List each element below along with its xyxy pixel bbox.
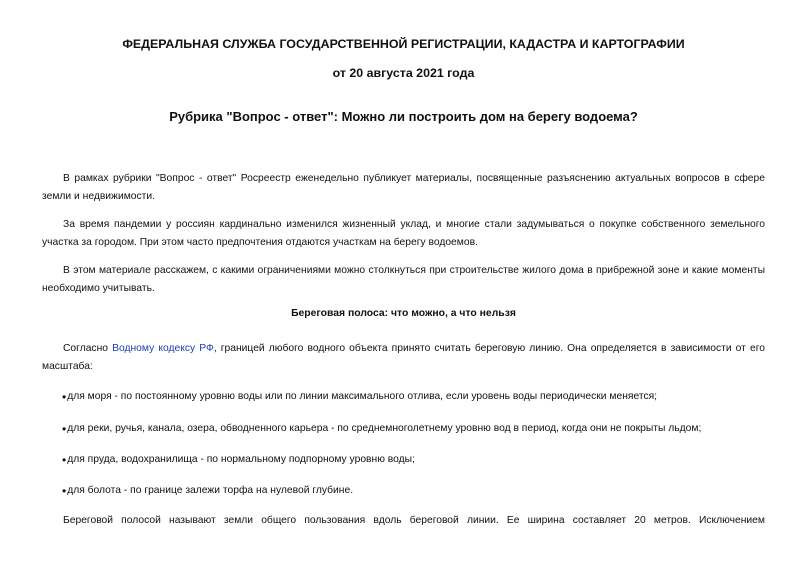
paragraph-text-before-link: Согласно [63, 343, 113, 354]
list-item [62, 386, 762, 406]
list-item-text: для пруда, водохранилища - по нормальному подпорному уровню воды; [67, 454, 415, 465]
paragraph-shore-strip: Береговой полосой называют земли общего пользования вдоль береговой линии. Ее ширина составляет 20 метров. Исключением [63, 515, 765, 526]
bullet-icon: • [62, 484, 67, 498]
list-item [62, 449, 762, 469]
paragraph-intro: В рамках рубрики "Вопрос - ответ" Росреестр еженедельно публикует материалы, посвященные разъяснению актуальных вопросов в сфере земли и недвижимости. [42, 173, 765, 202]
date-heading: от 20 августа 2021 года [332, 66, 475, 80]
list-item-text: для реки, ручья, канала, озера, обводненного карьера - по среднемноголетнему уровню вод в период, когда они не покрыты льдом; [67, 423, 702, 434]
water-code-link[interactable]: Водному кодексу РФ [112, 343, 214, 354]
paragraph-water-code [42, 340, 765, 376]
agency-heading: ФЕДЕРАЛЬНАЯ СЛУЖБА ГОСУДАРСТВЕННОЙ РЕГИСТРАЦИИ, КАДАСТРА И КАРТОГРАФИИ [122, 37, 685, 51]
bullet-icon: • [62, 453, 67, 467]
list-item [62, 480, 762, 500]
paragraph-overview: В этом материале расскажем, с какими ограничениями можно столкнуться при строительстве жилого дома в прибрежной зоне и какие моменты необходимо учитывать. [42, 265, 765, 294]
bullet-icon: • [62, 390, 67, 404]
list-item [62, 418, 762, 438]
list-item-text: для болота - по границе залежи торфа на нулевой глубине. [67, 485, 354, 496]
paragraph-pandemic: За время пандемии у россиян кардинально изменился жизненный уклад, и многие стали задумываться о покупке собственного земельного участка за городом. При этом часто предпочтения отдаются участкам на берегу водоемов. [42, 219, 765, 248]
list-item-text: для моря - по постоянному уровню воды или по линии максимального отлива, если уровень воды периодически меняется; [67, 391, 658, 402]
section-subheading: Береговая полоса: что можно, а что нельзя [291, 308, 516, 319]
rubric-title: Рубрика "Вопрос - ответ": Можно ли построить дом на берегу водоема? [169, 109, 638, 124]
bullet-icon: • [62, 422, 67, 436]
paragraph-text-after-link: , границей любого водного объекта принято считать береговую линию. Она определяется в зависимости от его масштаба: [42, 343, 765, 372]
